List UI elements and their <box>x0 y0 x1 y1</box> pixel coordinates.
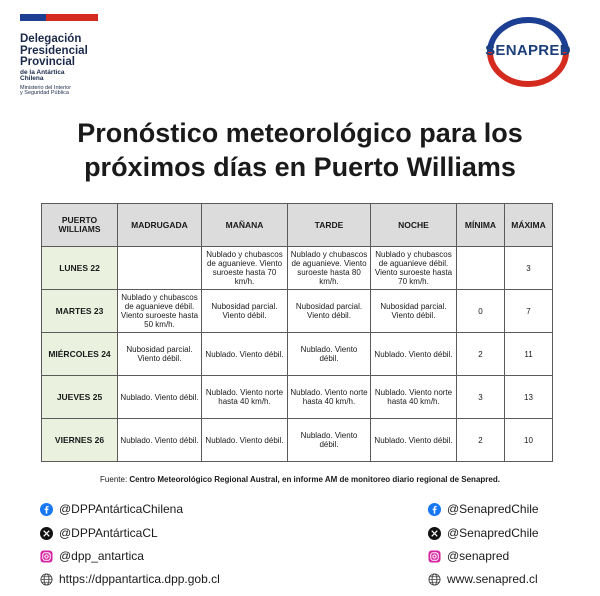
table-row <box>42 333 553 376</box>
x-icon <box>40 527 53 540</box>
tarde-cell: Nublado. Viento débil. <box>288 333 371 376</box>
noche-cell: Nublado y chubascos de aguanieve débil. Viento suroeste hasta 70 km/h. <box>371 247 457 290</box>
chile-flag-bar <box>20 14 98 21</box>
minima-cell: 2 <box>457 419 505 462</box>
org-sub1: Ministerio del Interior <box>20 84 72 91</box>
flag-red-block <box>46 14 98 21</box>
madrugada-cell: Nublado. Viento débil. <box>118 376 202 419</box>
org-line3: Provincial <box>20 56 75 68</box>
day-cell: LUNES 22 <box>42 247 118 290</box>
org-line4: de la Antártica <box>20 68 65 76</box>
social-facebook-left[interactable] <box>40 502 183 516</box>
flag-blue-block <box>20 14 46 21</box>
minima-cell: 3 <box>457 376 505 419</box>
maxima-cell: 3 <box>505 247 553 290</box>
facebook-handle-left: @DPPAntárticaChilena <box>59 502 184 516</box>
social-facebook-right[interactable] <box>428 502 539 516</box>
madrugada-cell <box>118 247 202 290</box>
delegacion-logo <box>20 34 88 97</box>
day-cell: JUEVES 25 <box>42 376 118 419</box>
social-web-right[interactable] <box>428 572 538 586</box>
minima-cell <box>457 247 505 290</box>
table-row <box>42 247 553 290</box>
minima-cell: 2 <box>457 333 505 376</box>
x-icon <box>428 527 441 540</box>
noche-cell: Nublado. Viento débil. <box>371 419 457 462</box>
instagram-icon <box>428 550 441 563</box>
header-tarde: TARDE <box>288 204 371 247</box>
source-note <box>0 475 600 484</box>
instagram-handle-right: @senapred <box>447 549 510 563</box>
social-x-right[interactable] <box>428 526 539 540</box>
header-minima: MÍNIMA <box>457 204 505 247</box>
senapred-logo <box>476 12 580 92</box>
header-location: PUERTO WILLIAMS <box>42 204 118 247</box>
web-url-right: www.senapred.cl <box>447 572 538 586</box>
facebook-handle-right: @SenapredChile <box>447 502 539 516</box>
madrugada-cell: Nubosidad parcial. Viento débil. <box>118 333 202 376</box>
tarde-cell: Nubosidad parcial. Viento débil. <box>288 290 371 333</box>
header-manana: MAÑANA <box>202 204 288 247</box>
header-noche: NOCHE <box>371 204 457 247</box>
org-line1: Delegación <box>20 33 82 45</box>
facebook-icon <box>40 503 53 516</box>
noche-cell: Nublado. Viento norte hasta 40 km/h. <box>371 376 457 419</box>
day-cell: VIERNES 26 <box>42 419 118 462</box>
org-sub2: y Seguridad Pública <box>20 90 69 97</box>
header-maxima: MÁXIMA <box>505 204 553 247</box>
noche-cell: Nubosidad parcial. Viento débil. <box>371 290 457 333</box>
maxima-cell: 13 <box>505 376 553 419</box>
day-cell: MIÉRCOLES 24 <box>42 333 118 376</box>
senapred-logo-text: SENAPRED <box>485 42 571 59</box>
social-instagram-left[interactable] <box>40 549 144 563</box>
globe-icon <box>428 573 441 586</box>
social-instagram-right[interactable] <box>428 549 509 563</box>
instagram-icon <box>40 550 53 563</box>
table-row <box>42 419 553 462</box>
maxima-cell: 11 <box>505 333 553 376</box>
day-cell: MARTES 23 <box>42 290 118 333</box>
source-text: Centro Meteorológico Regional Austral, en informe AM de monitoreo diario regional de Senapred. <box>129 475 500 484</box>
forecast-table <box>41 203 553 462</box>
maxima-cell: 7 <box>505 290 553 333</box>
title-line1: Pronóstico meteorológico para los <box>77 118 523 148</box>
globe-icon <box>40 573 53 586</box>
header-madrugada: MADRUGADA <box>118 204 202 247</box>
tarde-cell: Nublado. Viento norte hasta 40 km/h. <box>288 376 371 419</box>
instagram-handle-left: @dpp_antartica <box>59 549 144 563</box>
madrugada-cell: Nublado y chubascos de aguanieve débil. Viento suroeste hasta 50 km/h. <box>118 290 202 333</box>
title-line2: próximos días en Puerto Williams <box>84 152 516 182</box>
table-header-row <box>42 204 553 247</box>
maxima-cell: 10 <box>505 419 553 462</box>
facebook-icon <box>428 503 441 516</box>
x-handle-left: @DPPAntárticaCL <box>59 526 158 540</box>
table-row <box>42 290 553 333</box>
madrugada-cell: Nublado. Viento débil. <box>118 419 202 462</box>
tarde-cell: Nublado. Viento débil. <box>288 419 371 462</box>
minima-cell: 0 <box>457 290 505 333</box>
manana-cell: Nublado. Viento norte hasta 40 km/h. <box>202 376 288 419</box>
manana-cell: Nubosidad parcial. Viento débil. <box>202 290 288 333</box>
page-title <box>0 116 600 184</box>
tarde-cell: Nublado y chubascos de aguanieve. Viento suroeste hasta 80 km/h. <box>288 247 371 290</box>
org-line5: Chilena <box>20 75 44 82</box>
web-url-left: https://dppantartica.dpp.gob.cl <box>59 572 220 586</box>
x-handle-right: @SenapredChile <box>447 526 539 540</box>
manana-cell: Nublado. Viento débil. <box>202 333 288 376</box>
noche-cell: Nublado. Viento débil. <box>371 333 457 376</box>
table-row <box>42 376 553 419</box>
social-web-left[interactable] <box>40 572 220 586</box>
social-x-left[interactable] <box>40 526 158 540</box>
org-line2: Presidencial <box>20 44 88 57</box>
source-prefix: Fuente: <box>100 475 130 484</box>
manana-cell: Nublado y chubascos de aguanieve. Viento suroeste hasta 70 km/h. <box>202 247 288 290</box>
manana-cell: Nublado. Viento débil. <box>202 419 288 462</box>
